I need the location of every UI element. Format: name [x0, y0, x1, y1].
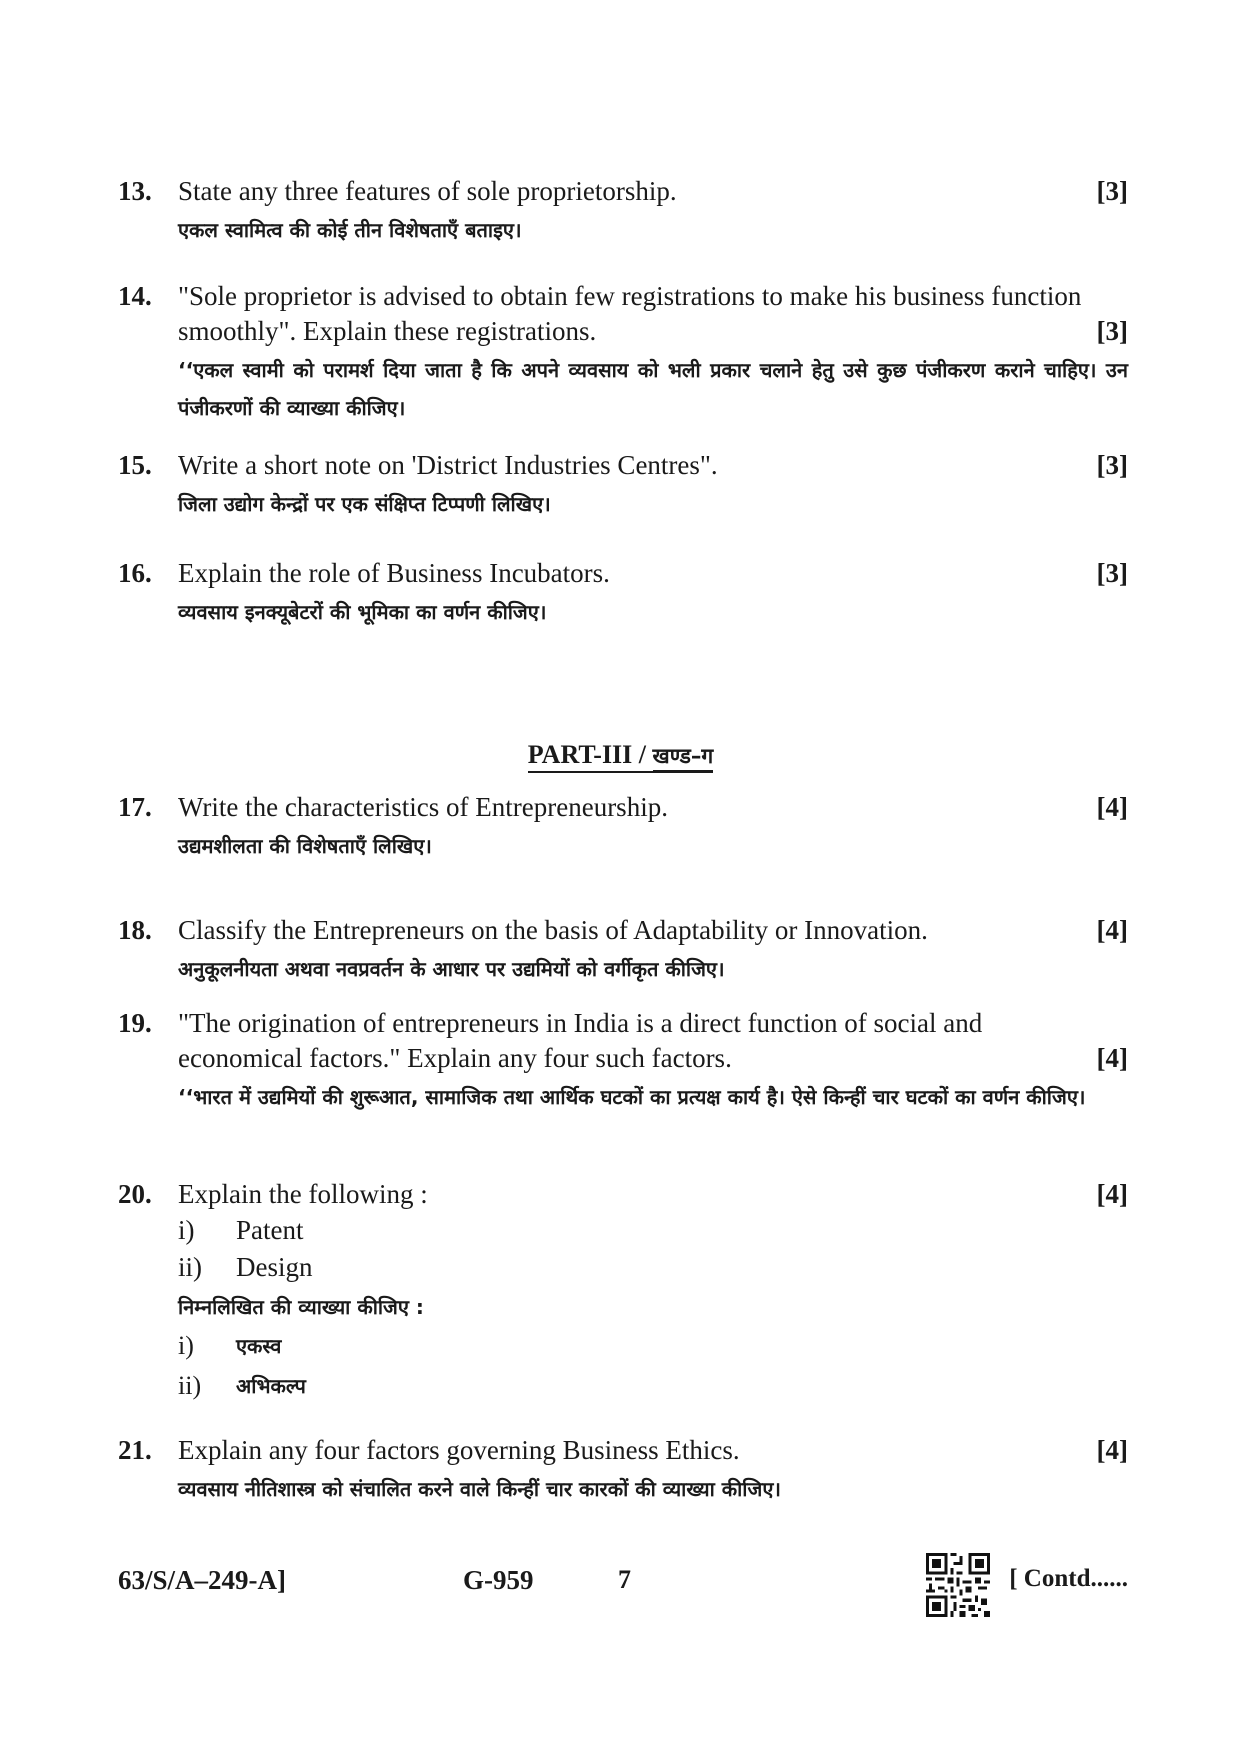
sub-item-numeral: i) — [178, 1331, 194, 1360]
part-heading-english: PART-III — [528, 740, 633, 773]
question-number: 13. — [118, 176, 152, 206]
question-number: 14. — [118, 281, 152, 311]
question-20 — [118, 1177, 1128, 1406]
continued-marker: [ Contd...... — [1009, 1565, 1128, 1592]
question-text-hindi: जिला उद्योग केन्द्रों पर एक संक्षिप्त टिप्पणी लिखिए। — [178, 492, 551, 516]
question-number: 21. — [118, 1435, 152, 1465]
question-14 — [118, 279, 1128, 427]
question-marks: [4] — [1096, 1179, 1128, 1209]
question-text-hindi: व्यवसाय इनक्यूबेटरों की भूमिका का वर्णन कीजिए। — [178, 600, 547, 624]
question-19 — [118, 1006, 1128, 1116]
sub-item — [178, 1249, 1128, 1286]
question-text-line-1: "The origination of entrepreneurs in India is a direct function of social and — [178, 1008, 983, 1038]
question-text-hindi: ‘‘एकल स्वामी को परामर्श दिया जाता है कि अपने व्यवसाय को भली प्रकार चलाने हेतु उसे कुछ पंजीकरण कराने चाहिए। उन पंजीकरणों की व्याख्या कीजिए। — [178, 358, 1128, 420]
part-heading — [0, 740, 1241, 770]
question-text: Explain the role of Business Incubators. — [178, 558, 610, 588]
question-text-hindi: अनुकूलनीयता अथवा नवप्रवर्तन के आधार पर उद्यमियों को वर्गीकृत कीजिए। — [178, 957, 725, 981]
question-text: Write the characteristics of Entrepreneurship. — [178, 792, 668, 822]
sub-item — [178, 1366, 1128, 1406]
question-text-hindi: एकल स्वामित्व की कोई तीन विशेषताएँ बताइए। — [178, 218, 522, 242]
sub-item-label: Patent — [236, 1215, 304, 1245]
question-marks: [3] — [1096, 176, 1128, 206]
question-marks: [3] — [1096, 558, 1128, 588]
question-number: 19. — [118, 1008, 152, 1038]
sub-item-numeral: i) — [178, 1215, 195, 1245]
question-18 — [118, 913, 1128, 988]
question-text-hindi: ‘‘भारत में उद्यमियों की शुरूआत, सामाजिक तथा आर्थिक घटकों का प्रत्यक्ष कार्य है। ऐसे किन्हीं चार घटकों का वर्णन कीजिए। — [178, 1085, 1086, 1109]
question-17 — [118, 790, 1128, 865]
qr-code-icon — [926, 1553, 990, 1617]
question-text: Explain the following : — [178, 1179, 428, 1209]
question-number: 20. — [118, 1179, 152, 1209]
question-21 — [118, 1433, 1128, 1508]
sub-item — [178, 1212, 1128, 1249]
part-heading-hindi: खण्ड–ग — [653, 744, 714, 772]
question-text-hindi: व्यवसाय नीतिशास्त्र को संचालित करने वाले किन्हीं चार कारकों की व्याख्या कीजिए। — [178, 1477, 781, 1501]
question-marks: [4] — [1096, 792, 1128, 822]
question-marks: [4] — [1096, 1043, 1128, 1073]
question-text: Classify the Entrepreneurs on the basis of Adaptability or Innovation. — [178, 915, 928, 945]
question-text-line-2: smoothly". Explain these registrations. — [178, 316, 597, 346]
sub-item-label: Design — [236, 1252, 313, 1282]
sub-items-hindi — [178, 1326, 1128, 1406]
question-text-line-1: "Sole proprietor is advised to obtain few registrations to make his business function — [178, 281, 1082, 311]
part-heading-separator: / — [632, 740, 652, 773]
sub-item — [178, 1326, 1128, 1366]
question-text: State any three features of sole proprietorship. — [178, 176, 677, 206]
series-code: G-959 — [463, 1565, 534, 1595]
question-number: 16. — [118, 558, 152, 588]
question-text: Explain any four factors governing Business Ethics. — [178, 1435, 740, 1465]
question-number: 18. — [118, 915, 152, 945]
paper-code: 63/S/A–249-A] — [118, 1565, 286, 1595]
question-16 — [118, 556, 1128, 631]
question-text-hindi: उद्यमशीलता की विशेषताएँ लिखिए। — [178, 834, 432, 858]
question-15 — [118, 448, 1128, 523]
question-marks: [3] — [1096, 450, 1128, 480]
sub-item-label: अभिकल्प — [236, 1374, 306, 1398]
question-marks: [4] — [1096, 1435, 1128, 1465]
question-text: Write a short note on 'District Industries Centres". — [178, 450, 718, 480]
page-number: 7 — [618, 1565, 631, 1594]
question-number: 17. — [118, 792, 152, 822]
sub-items — [178, 1212, 1128, 1286]
sub-item-label: एकस्व — [236, 1334, 282, 1358]
question-marks: [4] — [1096, 915, 1128, 945]
question-number: 15. — [118, 450, 152, 480]
question-text-hindi: निम्नलिखित की व्याख्या कीजिए : — [178, 1295, 424, 1319]
question-13 — [118, 174, 1128, 249]
page-footer — [118, 1565, 1128, 1625]
question-text-line-2: economical factors." Explain any four such factors. — [178, 1043, 732, 1073]
sub-item-numeral: ii) — [178, 1252, 202, 1282]
sub-item-numeral: ii) — [178, 1371, 202, 1400]
question-marks: [3] — [1096, 316, 1128, 346]
